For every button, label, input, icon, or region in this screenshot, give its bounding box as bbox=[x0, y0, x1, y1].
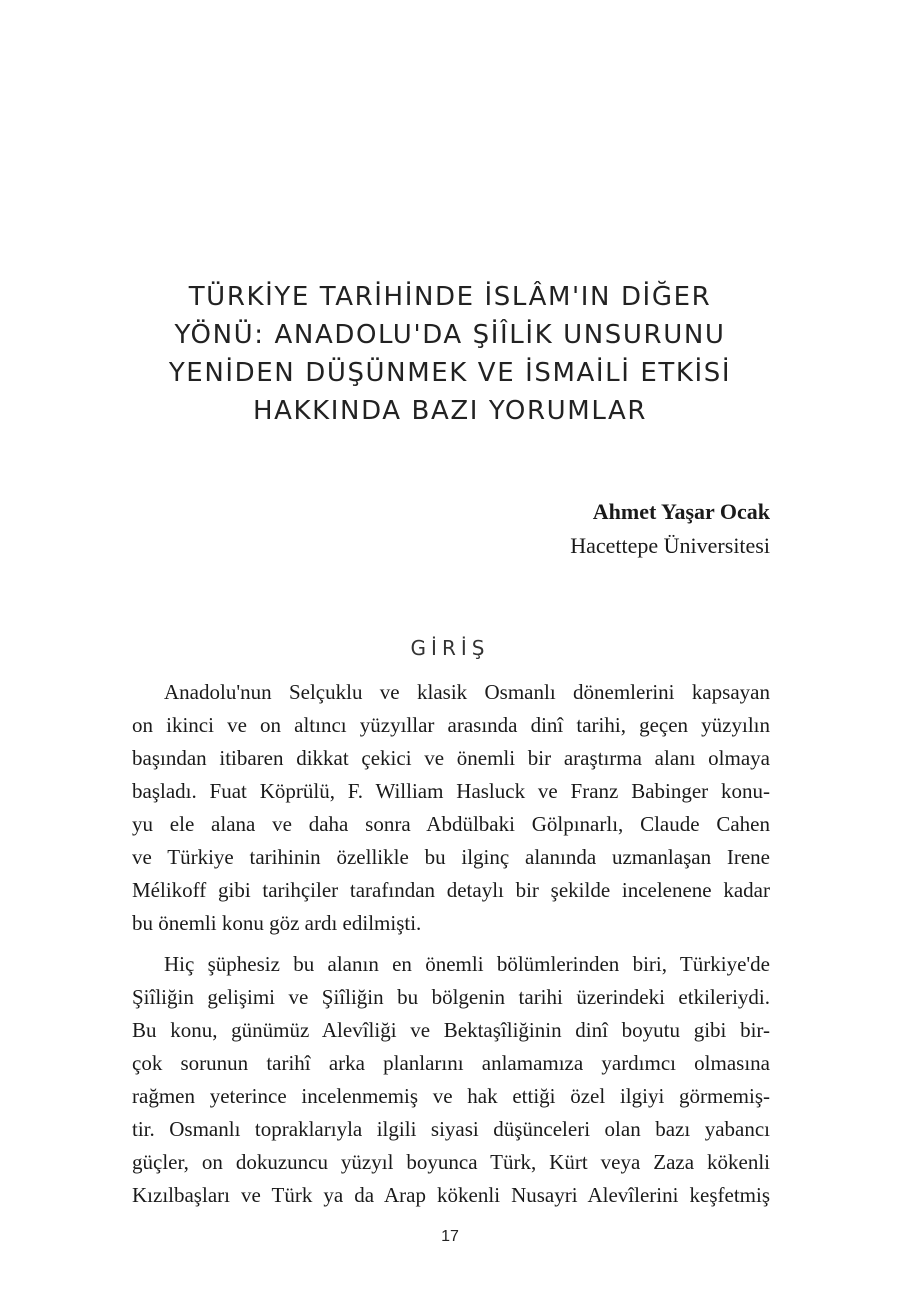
text-line: Mélikoff gibi tarihçiler tarafından detaylı bir şekilde incelenene kadar bbox=[132, 878, 770, 902]
text-line: Hiç şüphesiz bu alanın en önemli bölümlerinden biri, Türkiye'de bbox=[164, 952, 770, 976]
title-line: HAKKINDA BAZI YORUMLAR bbox=[252, 396, 648, 426]
chapter-title bbox=[130, 278, 770, 430]
author-name: Ahmet Yaşar Ocak bbox=[592, 499, 770, 524]
text-line: ve Türkiye tarihinin özellikle bu ilginç alanında uzmanlaşan Irene bbox=[132, 845, 770, 869]
body-text bbox=[132, 676, 770, 1220]
text-line: tir. Osmanlı topraklarıyla ilgili siyasi düşünceleri olan bazı yabancı bbox=[132, 1117, 770, 1141]
section-heading: GİRİŞ bbox=[410, 636, 490, 660]
text-line: yu ele alana ve daha sonra Abdülbaki Gölpınarlı, Claude Cahen bbox=[132, 812, 770, 836]
text-line: başından itibaren dikkat çekici ve önemli bir araştırma alanı olmaya bbox=[132, 746, 770, 770]
title-line: YÖNÜ: ANADOLU'DA ŞİÎLİK UNSURUNU bbox=[174, 320, 726, 350]
author-block bbox=[570, 495, 770, 563]
text-line: Şiîliğin gelişimi ve Şiîliğin bu bölgenin tarihi üzerindeki etkileriydi. bbox=[132, 985, 770, 1009]
text-line: on ikinci ve on altıncı yüzyıllar arasında dinî tarihi, geçen yüzyılın bbox=[132, 713, 770, 737]
text-line: rağmen yeterince incelenmemiş ve hak ettiği özel ilgiyi görmemiş- bbox=[132, 1084, 770, 1108]
paragraph-2 bbox=[132, 948, 770, 1212]
text-line: çok sorunun tarihî arka planlarını anlamamıza yardımcı olmasına bbox=[132, 1051, 770, 1075]
text-line: bu önemli konu göz ardı edilmişti. bbox=[132, 911, 422, 935]
paragraph-1 bbox=[132, 676, 770, 940]
text-line: Bu konu, günümüz Alevîliği ve Bektaşîliğinin dinî boyutu gibi bir- bbox=[132, 1018, 770, 1042]
page-number: 17 bbox=[441, 1228, 459, 1245]
title-line: YENİDEN DÜŞÜNMEK VE İSMAİLİ ETKİSİ bbox=[168, 358, 732, 388]
text-line: Kızılbaşları ve Türk ya da Arap kökenli Nusayri Alevîlerini keşfetmiş bbox=[132, 1183, 770, 1207]
author-affiliation: Hacettepe Üniversitesi bbox=[570, 533, 770, 558]
title-line: TÜRKİYE TARİHİNDE İSLÂM'IN DİĞER bbox=[188, 282, 712, 312]
text-line: güçler, on dokuzuncu yüzyıl boyunca Türk, Kürt veya Zaza kökenli bbox=[132, 1150, 770, 1174]
text-line: Anadolu'nun Selçuklu ve klasik Osmanlı dönemlerini kapsayan bbox=[164, 680, 770, 704]
text-line: başladı. Fuat Köprülü, F. William Hasluck ve Franz Babinger konu- bbox=[132, 779, 770, 803]
